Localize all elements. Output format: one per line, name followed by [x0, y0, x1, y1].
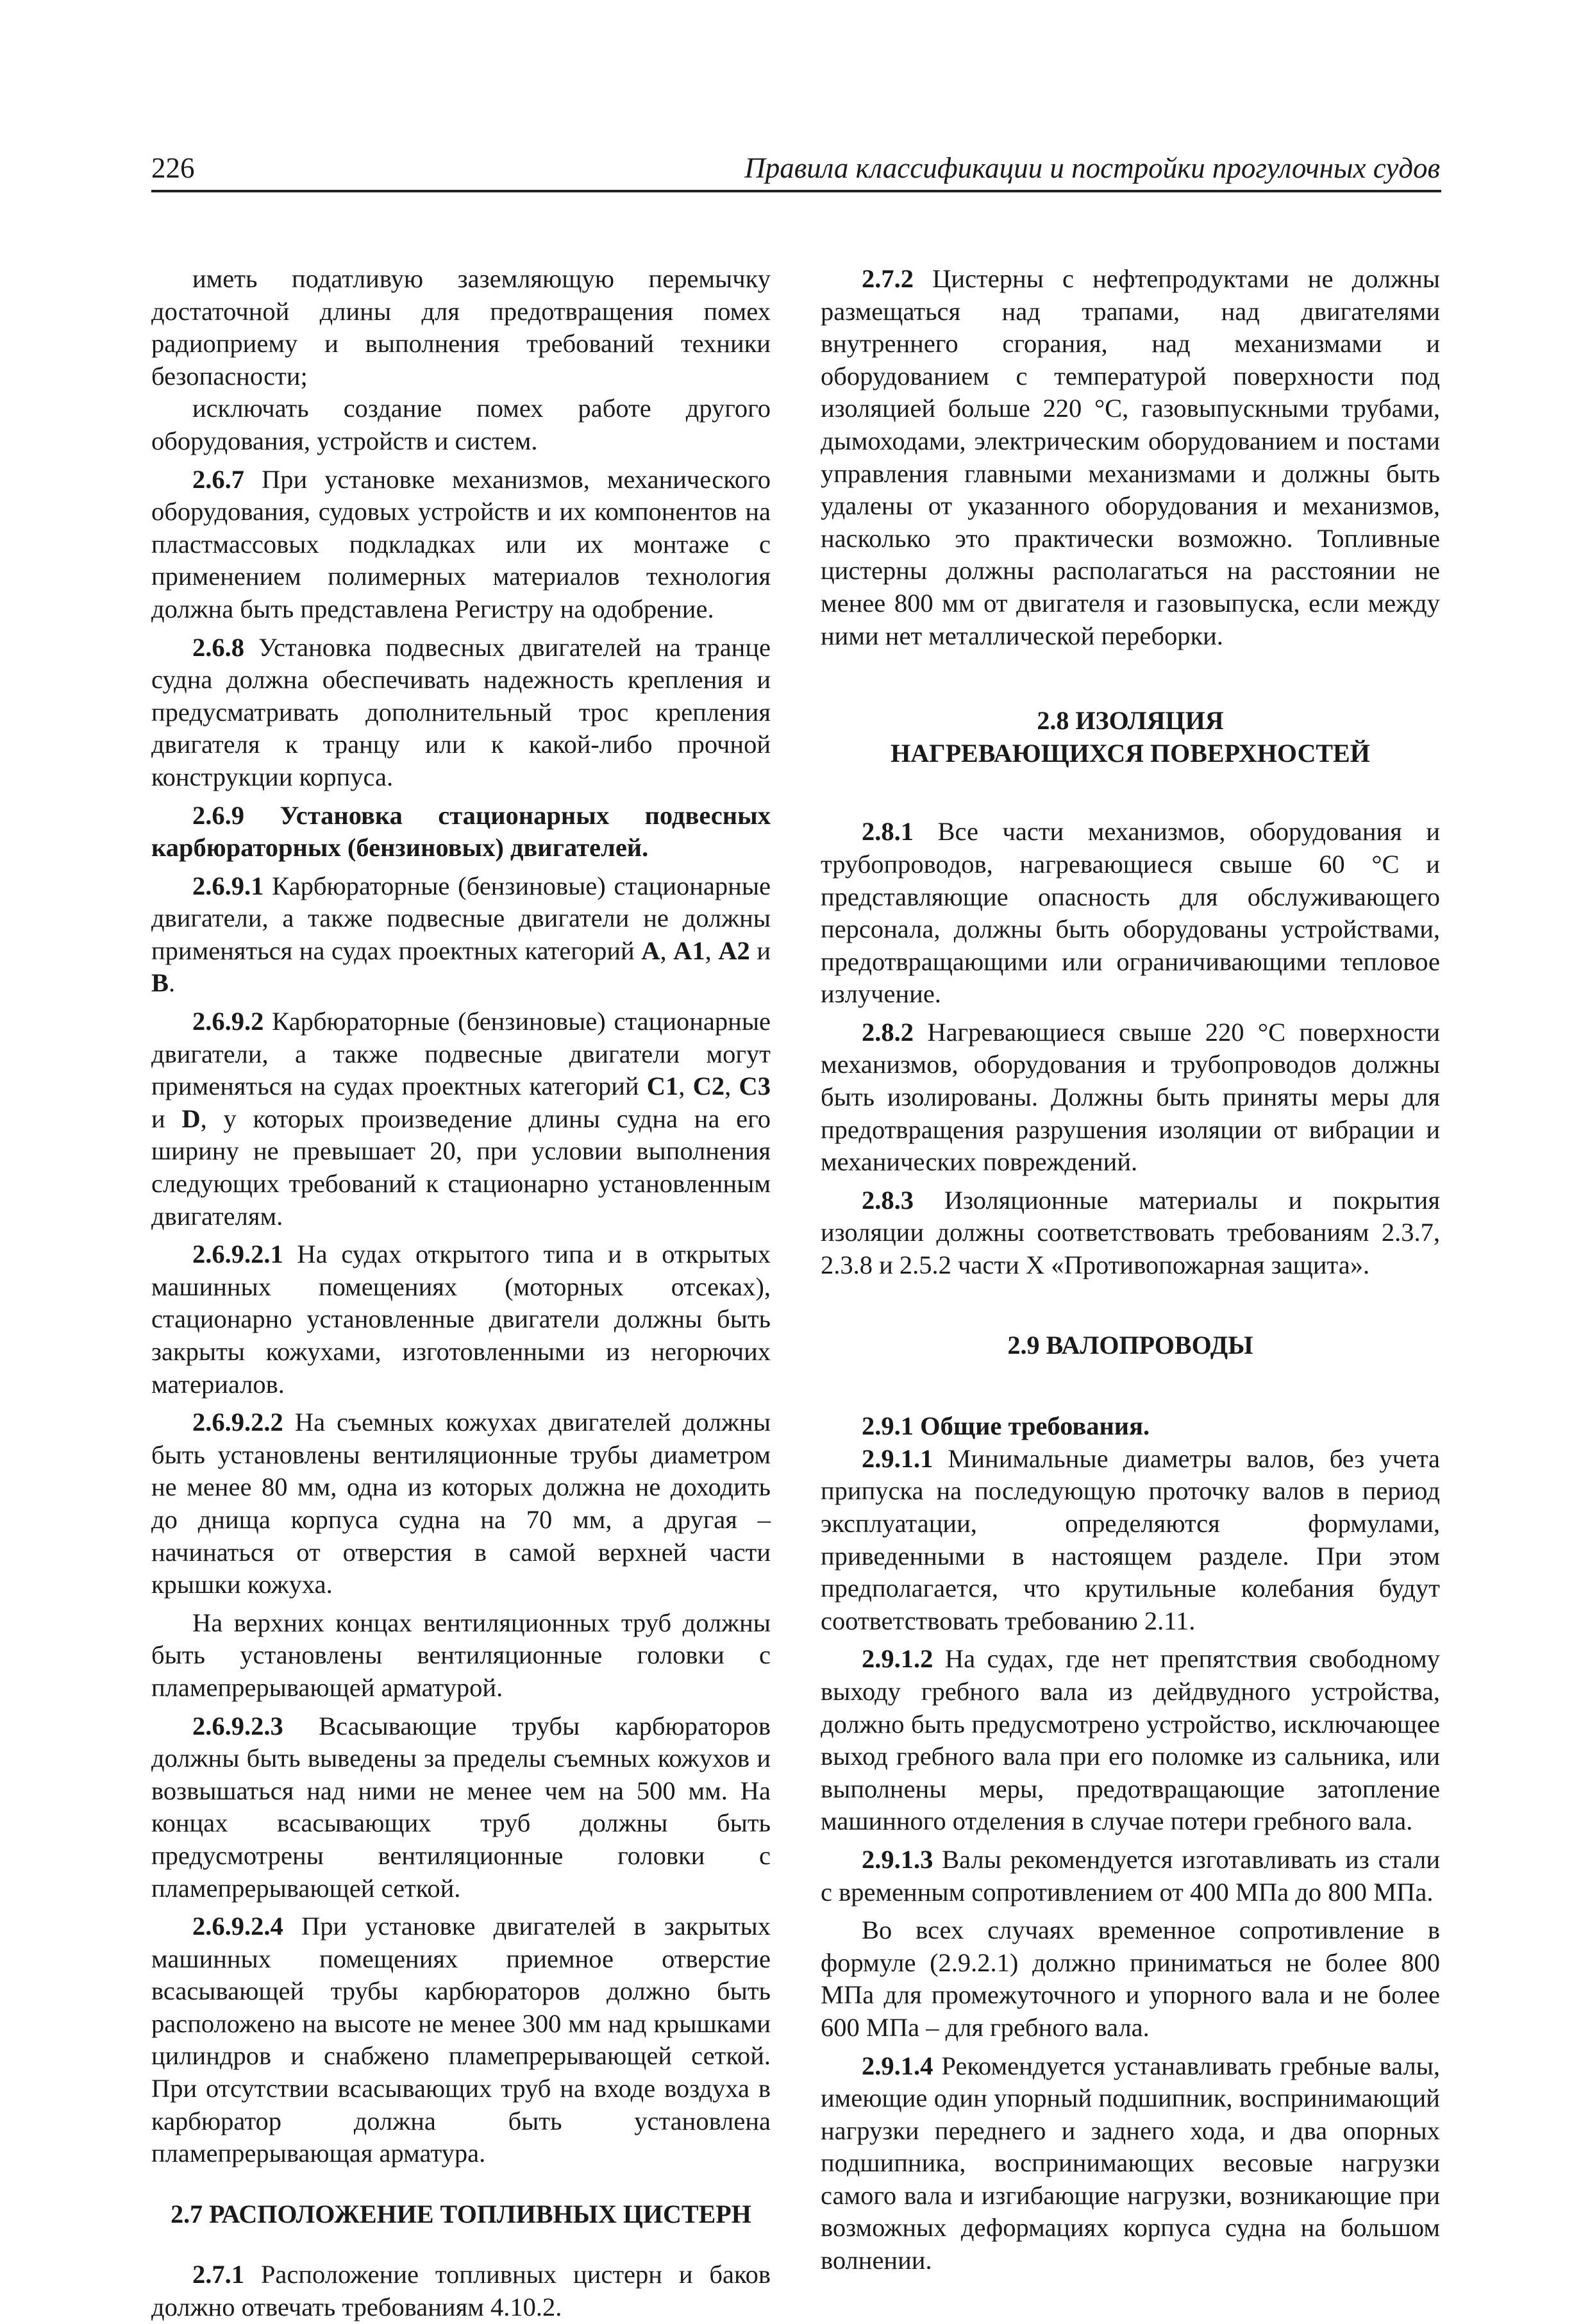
- clause-number: 2.6.8: [192, 632, 244, 662]
- clause-2-6-9-2-3: 2.6.9.2.3 Всасывающие трубы карбюраторов должны быть выведены за пределы съемных кожухов и возвышаться над ними не менее чем на 500 мм. На концах всасывающих труб должны быть предусмотрены вентиляционные головки с пламепрерывающей сеткой.: [151, 1711, 771, 1903]
- clause-number: 2.8.2: [862, 1017, 914, 1047]
- clause-2-6-9-2: 2.6.9.2 Карбюраторные (бензиновые) стационарные двигатели, а также подвесные двигатели могут применяться на судах проектных категорий C1, C2, C3 и D, у которых произведение длины судна на его ширину не превышает 20, при условии выполнения следующих требований к стационарно установленным двигателям.: [151, 1007, 771, 1231]
- clause-number: 2.8.1: [862, 817, 914, 846]
- paragraph-grounding: иметь податливую заземляющую перемычку достаточной длины для предотвращения помех радиоприему и выполнения требований техники безопасности;: [151, 264, 771, 391]
- clause-2-9-1-2: 2.9.1.2 На судах, где нет препятствия свободному выходу гребного вала из дейдвудного устройства, должно быть предусмотрено устройство, исключающее выход гребного вала при его поломке из сальника, или выполнены меры, предотвращающие затопление машинного отделения в случае потери гребного вала.: [821, 1644, 1440, 1836]
- clause-number: 2.6.7: [192, 464, 244, 494]
- clause-2-7-2: 2.7.2 Цистерны с нефтепродуктами не должны размещаться над трапами, над двигателями внутреннего сгорания, над механизмами и оборудованием с температурой поверхности под изоляцией больше 220 °С, газовыпускными трубами, дымоходами, электрическим оборудованием и постами управления главными механизмами и должны быть удалены от указанного оборудования и механизмов, насколько это практически возможно. Топливные цистерны должны располагаться на расстоянии не менее 800 мм от двигателя и газовыпуска, если между ними нет металлической переборки.: [821, 264, 1440, 650]
- clause-number: 2.9.1.1: [862, 1444, 933, 1473]
- clause-2-9-1-1: 2.9.1.1 Минимальные диаметры валов, без учета припуска на последующую проточку валов в период эксплуатации, определяются формулами, приведенными в настоящем разделе. При этом предполагается, что крутильные колебания будут соответствовать требованию 2.11.: [821, 1444, 1440, 1635]
- clause-2-8-2: 2.8.2 Нагревающиеся свыше 220 °С поверхности механизмов, оборудования и трубопроводов должны быть изолированы. Должны быть приняты меры для предотвращения разрушения изоляции от вибрации и механических повреждений.: [821, 1017, 1440, 1177]
- clause-number: 2.6.9.2: [192, 1007, 264, 1036]
- right-column: [821, 263, 1440, 2277]
- clause-2-7-1: 2.7.1 Расположение топливных цистерн и баков должно отвечать требованиям 4.10.2.: [151, 2260, 771, 2322]
- clause-2-9-1-heading: 2.9.1 Общие требования.: [862, 1411, 1150, 1441]
- section-heading-2-7: 2.7 РАСПОЛОЖЕНИЕ ТОПЛИВНЫХ ЦИСТЕРН: [171, 2199, 751, 2228]
- clause-number: 2.7.2: [862, 264, 914, 293]
- paragraph-formula: Во всех случаях временное сопротивление в формуле (2.9.2.1) должно приниматься не более 800 МПа для промежуточного и упорного вала и не более 600 МПа – для гребного вала.: [821, 1916, 1440, 2042]
- clause-number: 2.6.9.2.4: [192, 1912, 283, 1941]
- clause-2-8-1: 2.8.1 Все части механизмов, оборудования и трубопроводов, нагревающиеся свыше 60 °С и представляющие опасность для обслуживающего персонала, должны быть оборудованы устройствами, предотвращающими или ограничивающими тепловое излучение.: [821, 817, 1440, 1009]
- clause-2-6-9-2-2: 2.6.9.2.2 На съемных кожухах двигателей должны быть установлены вентиляционные трубы диаметром не менее 80 мм, одна из которых должна не доходить до днища корпуса судна на 70 мм, а другая – начинаться от отверстия в самой верхней части крышки кожуха.: [151, 1408, 771, 1599]
- page-number: 226: [151, 152, 195, 184]
- page-header: [151, 153, 1440, 192]
- paragraph-interference: исключать создание помех работе другого оборудования, устройств и систем.: [151, 394, 771, 455]
- clause-2-6-7: 2.6.7 При установке механизмов, механического оборудования, судовых устройств и их компонентов на пластмассовых подкладках или их монтаже с применением полимерных материалов технология должна быть представлена Регистру на одобрение.: [151, 464, 771, 623]
- paragraph-vent-heads: На верхних концах вентиляционных труб должны быть установлены вентиляционные головки с пламепрерывающей арматурой.: [151, 1608, 771, 1702]
- clause-number: 2.9.1.4: [862, 2051, 933, 2080]
- clause-number: 2.6.9.2.2: [192, 1408, 283, 1437]
- left-column: [151, 263, 771, 2324]
- clause-number: 2.7.1: [192, 2260, 244, 2289]
- clause-2-6-9-2-1: 2.6.9.2.1 На судах открытого типа и в открытых машинных помещениях (моторных отсеках), стационарно установленные двигатели должны быть закрыты кожухами, изготовленными из негорючих материалов.: [151, 1240, 771, 1399]
- running-title: Правила классификации и постройки прогулочных судов: [744, 152, 1440, 184]
- clause-number: 2.9.1.2: [862, 1644, 933, 1674]
- clause-2-9-1-4: 2.9.1.4 Рекомендуется устанавливать гребные валы, имеющие один упорный подшипник, воспринимающий нагрузки переднего и заднего хода, и два опорных подшипника, воспринимающих весовые нагрузки самого вала и изгибающие нагрузки, возникающие при возможных деформациях корпуса судна на большом волнении.: [821, 2051, 1440, 2275]
- clause-number: 2.6.9.2.3: [192, 1711, 283, 1740]
- clause-2-8-3: 2.8.3 Изоляционные материалы и покрытия изоляции должны соответствовать требованиям 2.3.7, 2.3.8 и 2.5.2 части X «Противопожарная защита».: [821, 1185, 1440, 1280]
- header-rule: [151, 190, 1441, 192]
- clause-2-6-8: 2.6.8 Установка подвесных двигателей на транце судна должна обеспечивать надежность крепления и предусматривать дополнительный трос крепления двигателя к транцу или к какой-либо прочной конструкции корпуса.: [151, 632, 771, 791]
- clause-number: 2.6.9.2.1: [192, 1240, 283, 1269]
- clause-2-6-9-heading: 2.6.9 Установка стационарных подвесных карбюраторных (бензиновых) двигателей.: [151, 800, 771, 863]
- clause-2-6-9-1: 2.6.9.1 Карбюраторные (бензиновые) стационарные двигатели, а также подвесные двигатели не должны применяться на судах проектных категорий A, A1, A2 и B.: [151, 871, 771, 998]
- section-heading-2-8: 2.8 ИЗОЛЯЦИЯ НАГРЕВАЮЩИХСЯ ПОВЕРХНОСТЕЙ: [891, 706, 1370, 768]
- clause-number: 2.9.1.3: [862, 1844, 933, 1874]
- clause-2-6-9-2-4: 2.6.9.2.4 При установке двигателей в закрытых машинных помещениях приемное отверстие всасывающей трубы карбюраторов должно быть расположено на высоте не менее 300 мм над крышками цилиндров и снабжено пламепрерывающей сеткой. При отсутствии всасывающих труб на входе воздуха в карбюратор должна быть установлена пламепрерывающая арматура.: [151, 1912, 771, 2168]
- clause-number: 2.6.9.1: [192, 871, 264, 900]
- clause-number: 2.8.3: [862, 1185, 914, 1215]
- section-heading-2-9: 2.9 ВАЛОПРОВОДЫ: [1007, 1330, 1253, 1360]
- clause-2-9-1-3: 2.9.1.3 Валы рекомендуется изготавливать из стали с временным сопротивлением от 400 МПа до 800 МПа.: [821, 1844, 1440, 1907]
